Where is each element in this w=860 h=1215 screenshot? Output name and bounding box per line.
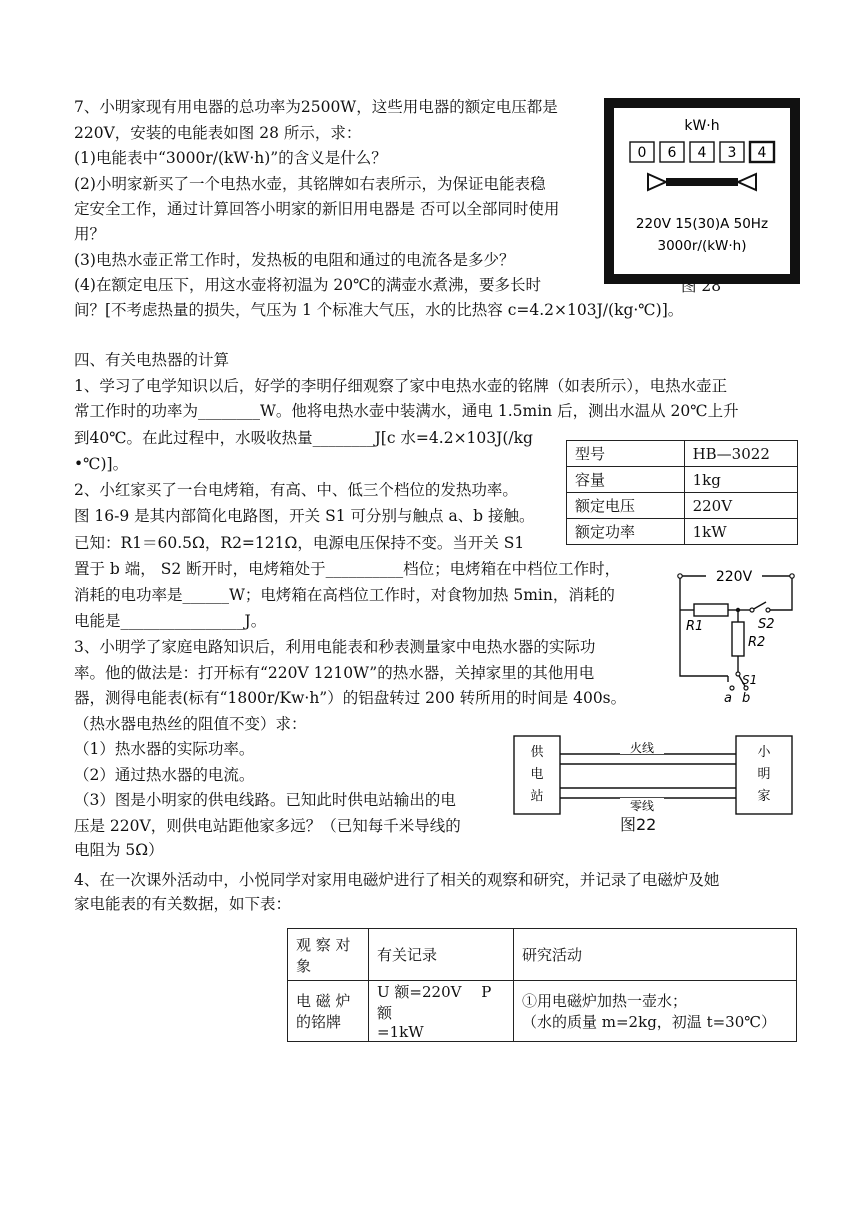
figure-22-caption: 图22 — [620, 815, 657, 834]
text-line-q7-l2: 220V，安装的电能表如图 28 所示，求： — [74, 124, 362, 142]
cell-activity — [514, 981, 797, 1042]
spec-name: 型号 — [567, 441, 685, 467]
meter-spec: 220V 15(30)A 50Hz — [635, 216, 769, 232]
text-line-q7-l6: 用？ — [74, 225, 106, 243]
spec-value: 220V — [684, 493, 797, 519]
spec-value: HB—3022 — [684, 441, 797, 467]
activity-line-2: （水的质量 m=2kg，初温 t=30℃） — [522, 1013, 777, 1031]
meter-digit: 4 — [697, 145, 707, 161]
supply-right-char: 家 — [757, 789, 771, 804]
text-line-q3-l6: （2）通过热水器的电流。 — [74, 766, 255, 784]
meter-digit: 6 — [667, 145, 677, 161]
contact-a-label: a — [724, 691, 732, 706]
kettle-nameplate-table — [566, 440, 798, 545]
table-row — [567, 441, 798, 467]
header-record: 有关记录 — [369, 929, 514, 981]
text-line-q7-l3: (1)电能表中“3000r/(kW·h)”的含义是什么？ — [74, 149, 387, 167]
text-line-q3-l2: 率。他的做法是：打开标有“220V 1210W”的热水器，关掉家里的其他用电 — [74, 664, 595, 682]
live-wire-label: 火线 — [629, 741, 655, 755]
meter-digit: 0 — [637, 145, 647, 161]
text-line-q3-l7: （3）图是小明家的供电线路。已知此时供电站输出的电 — [74, 791, 456, 809]
text-line-q2-l1: 2、小红家买了一台电烤箱，有高、中、低三个档位的发热功率。 — [74, 481, 518, 499]
text-line-s4-title: 四、有关电热器的计算 — [74, 351, 230, 369]
meter-unit: kW·h — [684, 118, 720, 134]
supply-left-char: 供 — [530, 745, 544, 760]
meter-digits — [630, 142, 774, 162]
text-line-q7-l9: 间？[不考虑热量的损失，气压为 1 个标准大气压，水的比热容 c=4.2×103J/(kg·℃)]。 — [74, 301, 684, 319]
spec-value: 1kW — [684, 519, 797, 545]
table-row — [567, 493, 798, 519]
meter-digit: 4 — [757, 145, 767, 161]
text-line-q1-l2: 常工作时的功率为________W。他将电热水壶中装满水，通电 1.5min 后，测出水温从 20℃上升 — [74, 402, 739, 420]
s2-label: S2 — [758, 617, 775, 632]
text-line-q2-l3: 已知：R1＝60.5Ω，R2=121Ω，电源电压保持不变。当开关 S1 — [74, 534, 525, 552]
r2-label: R2 — [748, 635, 766, 650]
header-activity: 研究活动 — [514, 929, 797, 981]
s1-label: S1 — [742, 673, 758, 687]
supply-left-char: 电 — [530, 767, 544, 782]
text-line-q2-l5: 消耗的电功率是______W；电烤箱在高档位工作时，对食物加热 5min，消耗的 — [74, 586, 615, 604]
oven-circuit-diagram — [666, 564, 806, 706]
text-line-q3-l8: 压是 220V，则供电站距他家多远？（已知每千米导线的 — [74, 817, 461, 835]
text-line-q7-l1: 7、小明家现有用电器的总功率为2500W，这些用电器的额定电压都是 — [74, 98, 558, 116]
cell-nameplate: 电 磁 炉 的铭牌 — [288, 981, 369, 1042]
cell-record — [369, 981, 514, 1042]
text-line-q1-l1: 1、学习了电学知识以后，好学的李明仔细观察了家中电热水壶的铭牌（如表所示），电热水壶正 — [74, 377, 728, 395]
spec-name: 容量 — [567, 467, 685, 493]
spec-value: 1kg — [684, 467, 797, 493]
energy-meter-figure — [604, 98, 800, 284]
record-line-1: U 额=220V P 额 — [377, 983, 492, 1022]
spec-name: 额定电压 — [567, 493, 685, 519]
text-line-q3-l1: 3、小明学了家庭电路知识后，利用电能表和秒表测量家中电热水器的实际功 — [74, 638, 596, 656]
text-line-q2-l4: 置于 b 端， S2 断开时，电烤箱处于__________档位；电烤箱在中档位工作时， — [74, 560, 621, 578]
table-row — [567, 519, 798, 545]
spec-name: 额定功率 — [567, 519, 685, 545]
record-line-2: =1kW — [377, 1023, 424, 1041]
text-line-q4-l1: 4、在一次课外活动中，小悦同学对家用电磁炉进行了相关的观察和研究，并记录了电磁炉及她 — [74, 871, 720, 889]
text-line-q7-l8: (4)在额定电压下，用这水壶将初温为 20℃的满壶水煮沸，要多长时 — [74, 276, 541, 294]
table-row — [567, 467, 798, 493]
r1-label: R1 — [686, 619, 704, 634]
supply-right-char: 明 — [757, 767, 771, 782]
oven-voltage-label: 220V — [715, 569, 753, 585]
text-line-q2-l2: 图 16-9 是其内部简化电路图，开关 S1 可分别与触点 a、b 接触。 — [74, 507, 535, 525]
induction-cooker-record-table — [287, 928, 797, 1042]
text-line-q7-l4: (2)小明家新买了一个电热水壶，其铭牌如右表所示，为保证电能表稳 — [74, 175, 546, 193]
supply-line-figure — [512, 734, 802, 824]
text-line-q4-l2: 家电能表的有关数据，如下表： — [74, 895, 292, 913]
meter-rev: 3000r/(kW·h) — [657, 238, 747, 254]
text-line-q3-l5: （1）热水器的实际功率。 — [74, 740, 255, 758]
text-line-q3-l3: 器，测得电能表(标有“1800r/Kw·h”）的铝盘转过 200 转所用的时间是 400s。 — [74, 689, 627, 707]
text-line-q7-l7: (3)电热水壶正常工作时，发热板的电阻和通过的电流各是多少？ — [74, 251, 515, 269]
text-line-q1-l3: 到40℃。在此过程中，水吸收热量________J[c 水=4.2×103J(/kg — [74, 429, 533, 447]
text-line-q3-l4: （热水器电热丝的阻值不变）求： — [74, 715, 307, 733]
meter-digit: 3 — [727, 145, 737, 161]
neutral-wire-label: 零线 — [629, 799, 655, 813]
supply-left-char: 站 — [530, 789, 544, 804]
text-line-q1-l4: •℃)]。 — [74, 455, 129, 473]
header-object: 观 察 对 象 — [288, 929, 369, 981]
supply-right-char: 小 — [757, 745, 771, 760]
activity-line-1: ①用电磁炉加热一壶水； — [522, 992, 688, 1010]
text-line-q7-l5: 定安全工作，通过计算回答小明家的新旧用电器是 否可以全部同时使用 — [74, 200, 560, 218]
text-line-q2-l6: 电能是________________J。 — [74, 612, 267, 630]
text-line-q3-l9: 电阻为 5Ω） — [74, 841, 164, 859]
contact-b-label: b — [742, 691, 751, 706]
figure-28-caption: 图 28 — [681, 277, 722, 295]
